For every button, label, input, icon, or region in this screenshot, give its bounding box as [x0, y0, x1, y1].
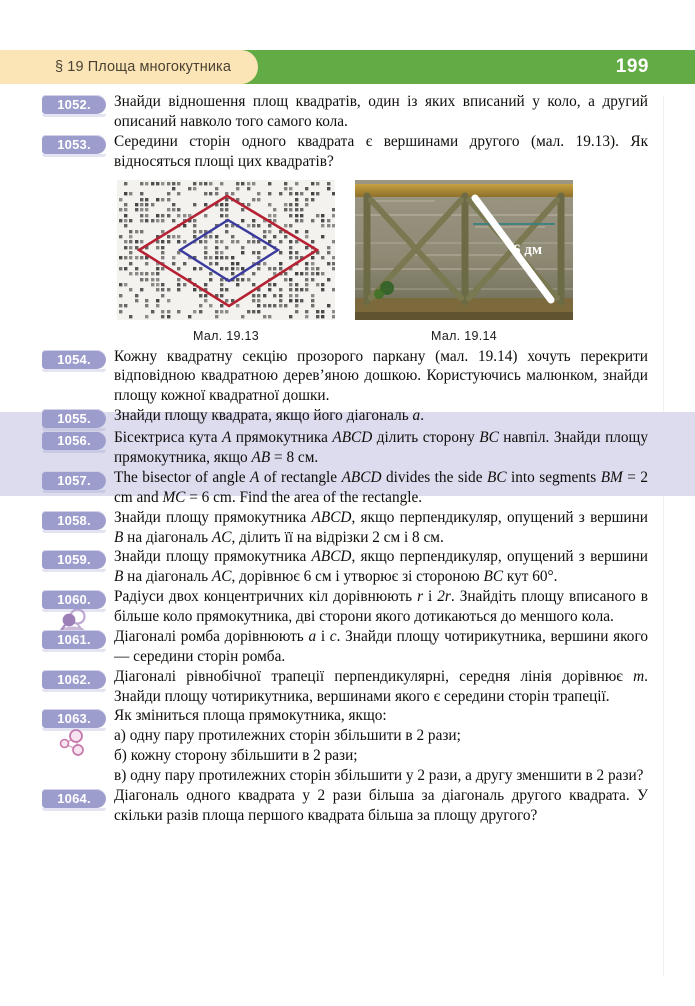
molecule-circles-icon: [56, 728, 90, 758]
exercise-number-badge: 1058.: [42, 511, 106, 530]
exercise-text: [114, 428, 648, 468]
figure-19-13-caption: Мал. 19.13: [192, 328, 260, 343]
exercise-list: [0, 92, 695, 826]
exercise-number-badge: 1059.: [42, 550, 106, 569]
exercise-text-main: Знайди площу прямокутника ABCD, якщо перпендикуляр, опущений з вершини B на діагональ AC, дорівнює 6 см і утворює зі стороною BC кут 60°.: [114, 548, 648, 586]
exercise-text: [114, 92, 648, 132]
exercise-number-badge: 1057.: [42, 471, 106, 490]
exercise-text-main: Як зміниться площа прямокутника, якщо:: [114, 707, 387, 725]
figure-19-14: [355, 180, 573, 343]
exercise-item[interactable]: [0, 706, 695, 786]
exercise-text: [114, 406, 648, 426]
section-title: § 19 Площа многокутника: [55, 59, 231, 75]
figure-19-13-image: [117, 180, 335, 320]
exercise-text-main: Знайди площу квадрата, якщо його діагональ a.: [114, 407, 425, 425]
exercise-text: [114, 347, 648, 407]
exercise-item[interactable]: [0, 508, 695, 548]
exercise-text: [114, 667, 648, 707]
exercise-text-main: Знайди відношення площ квадратів, один із яких вписаний у коло, а другий описаний навколо того самого кола.: [114, 93, 648, 130]
exercise-number-badge: 1063.: [42, 709, 106, 728]
exercise-item[interactable]: [0, 92, 695, 132]
exercise-item[interactable]: [0, 547, 695, 587]
exercise-number-badge: 1062.: [42, 670, 106, 689]
page-number: 199: [615, 56, 649, 77]
exercise-number-badge: 1052.: [42, 95, 106, 114]
figure-19-14-caption: Мал. 19.14: [430, 328, 498, 343]
exercise-subitem: а) одну пару протилежних сторін збільшити в 2 рази;: [114, 727, 461, 745]
exercise-number-badge: 1056.: [42, 431, 106, 450]
exercise-text-main: Середини сторін одного квадрата є вершинами другого (мал. 19.13). Як відносяться площі цих квадратів?: [114, 132, 648, 170]
figure-19-14-image: [355, 180, 573, 320]
page-header: [0, 50, 695, 84]
figure-row: [0, 180, 695, 343]
figure-19-13: [117, 180, 335, 343]
svg-text:6 дм: 6 дм: [513, 241, 543, 258]
exercise-item[interactable]: [0, 428, 695, 468]
exercise-item[interactable]: [0, 406, 695, 428]
exercise-item[interactable]: [0, 468, 695, 508]
exercise-text-main: Діагоналі рівнобічної трапеції перпендикулярні, середня лінія дорівнює m. Знайди площу чотирикутника, вершинами якого є середини сторін трапеції.: [114, 667, 648, 705]
exercise-text: [114, 786, 648, 826]
exercise-number-badge: 1061.: [42, 630, 106, 649]
section-tab: [0, 50, 258, 84]
exercise-item[interactable]: [0, 667, 695, 707]
exercise-item[interactable]: [0, 786, 695, 826]
exercise-subitem: б) кожну сторону збільшити в 2 рази;: [114, 747, 358, 765]
exercise-item[interactable]: [0, 132, 695, 172]
exercise-number-badge: 1064.: [42, 789, 106, 808]
exercise-text: [114, 627, 648, 667]
exercise-text-main: The bisector of angle A of rectangle ABCD divides the side BC into segments BM = 2 cm and MC = 6 cm. Find the area of the rectangle.: [114, 468, 649, 506]
exercise-item[interactable]: [0, 627, 695, 667]
exercise-text-main: Діагональ одного квадрата у 2 рази більша за діагональ другого квадрата. У скільки разів площа першого квадрата більша за площу другого?: [114, 786, 648, 824]
exercise-subitem: в) одну пару протилежних сторін збільшити у 2 рази, а другу зменшити в 2 рази?: [114, 767, 644, 784]
exercise-text: [114, 132, 648, 172]
exercise-number-badge: 1055.: [42, 409, 106, 428]
exercise-text-main: Радіуси двох концентричних кіл дорівнюють r і 2r. Знайдіть площу вписаного в більше коло прямокутника, дві сторони якого дотикаються до меншого кола.: [114, 588, 648, 625]
exercise-text: [114, 468, 648, 508]
exercise-number-badge: 1060.: [42, 590, 106, 609]
exercise-item[interactable]: [0, 587, 695, 627]
exercise-text-main: Знайди площу прямокутника ABCD, якщо перпендикуляр, опущений з вершини B на діагональ AC, ділить її на відрізки 2 см і 8 см.: [114, 508, 648, 546]
exercise-text: [114, 508, 648, 548]
exercise-text: [114, 706, 648, 786]
exercise-number-badge: 1053.: [42, 135, 106, 154]
exercise-text: [114, 547, 648, 587]
exercise-item[interactable]: [0, 347, 695, 407]
exercise-text-main: Кожну квадратну секцію прозорого паркану (мал. 19.14) хочуть перекрити відповідною квадратною дерев’яною дошкою. Користуючись малюнком, знайди площу кожної квадратної дошки.: [114, 347, 648, 405]
exercise-number-badge: 1054.: [42, 350, 106, 369]
exercise-text-main: Діагоналі ромба дорівнюють a і c. Знайди площу чотирикутника, вершини якого — середини сторін ромба.: [114, 627, 648, 665]
exercise-text-main: Бісектриса кута A прямокутника ABCD ділить сторону BC навпіл. Знайди площу прямокутника, якщо AB = 8 см.: [114, 429, 648, 466]
exercise-text: [114, 587, 648, 627]
